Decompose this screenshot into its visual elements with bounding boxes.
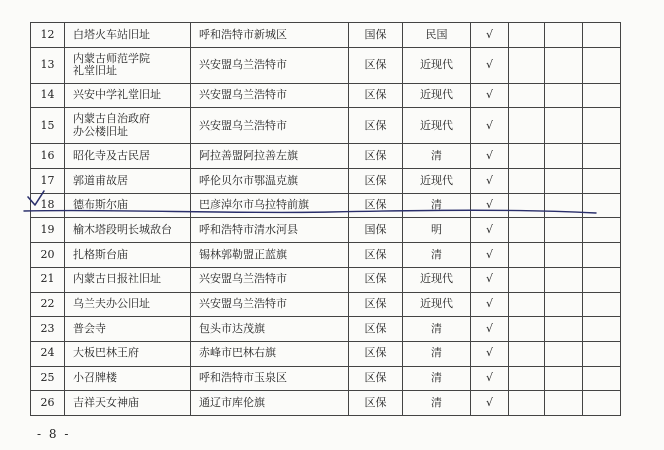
row-number-cell [31,83,65,108]
empty-cell [509,391,545,416]
empty-cell [545,267,583,292]
row-number-cell [31,317,65,342]
empty-cell [509,292,545,317]
site-name-cell [65,267,191,292]
empty-cell [509,243,545,268]
check-cell [471,83,509,108]
empty-cell [583,317,621,342]
empty-cell [509,366,545,391]
protection-level-text: 区保 [364,88,387,102]
location-text: 兴安盟乌兰浩特市 [199,88,287,102]
era-text: 民国 [425,27,448,41]
empty-cell [583,144,621,169]
row-number-text: 19 [40,222,55,236]
table-body [31,23,621,416]
protection-level-cell [349,292,403,317]
empty-cell [545,108,583,144]
location-text: 巴彦淖尔市乌拉特前旗 [199,198,309,212]
empty-cell [545,193,583,218]
era-text: 清 [431,346,442,360]
protection-level-cell [349,218,403,243]
protection-level-text: 区保 [364,346,387,360]
row-number-cell [31,267,65,292]
row-number-cell [31,341,65,366]
era-cell [403,83,471,108]
location-cell [191,169,349,194]
location-text: 呼伦贝尔市鄂温克旗 [199,173,298,187]
site-name-cell [65,243,191,268]
row-number-cell [31,169,65,194]
site-name-text: 大板巴林王府 [73,346,139,360]
row-number-text: 26 [40,395,55,409]
row-number-text: 24 [40,346,55,360]
empty-cell [545,391,583,416]
empty-cell [509,83,545,108]
protection-level-cell [349,108,403,144]
empty-cell [583,243,621,268]
location-cell [191,366,349,391]
table-row [31,193,621,218]
site-name-text: 内蒙古自治政府 办公楼旧址 [73,112,150,138]
empty-cell [583,267,621,292]
protection-level-cell [349,23,403,48]
protection-level-text: 国保 [364,27,387,41]
check-text: √ [485,272,493,286]
heritage-sites-table [30,22,621,416]
empty-cell [545,169,583,194]
table-row [31,243,621,268]
era-text: 清 [431,247,442,261]
location-cell [191,391,349,416]
table-row [31,47,621,83]
site-name-cell [65,391,191,416]
location-cell [191,243,349,268]
protection-level-cell [349,169,403,194]
location-text: 包头市达茂旗 [199,321,265,335]
row-number-text: 17 [40,173,55,187]
protection-level-text: 区保 [364,173,387,187]
protection-level-cell [349,317,403,342]
empty-cell [583,292,621,317]
era-text: 近现代 [420,57,453,71]
check-text: √ [485,346,493,360]
check-text: √ [485,173,493,187]
site-name-cell [65,193,191,218]
row-number-cell [31,292,65,317]
era-cell [403,108,471,144]
location-text: 呼和浩特市新城区 [199,27,287,41]
protection-level-cell [349,391,403,416]
location-cell [191,267,349,292]
empty-cell [509,47,545,83]
era-cell [403,47,471,83]
table-row [31,169,621,194]
protection-level-cell [349,83,403,108]
empty-cell [583,193,621,218]
check-cell [471,391,509,416]
site-name-cell [65,144,191,169]
empty-cell [509,341,545,366]
site-name-text: 白塔火车站旧址 [73,27,150,41]
empty-cell [545,218,583,243]
row-number-cell [31,47,65,83]
protection-level-cell [349,243,403,268]
row-number-text: 14 [40,88,55,102]
empty-cell [583,341,621,366]
protection-level-cell [349,144,403,169]
location-cell [191,341,349,366]
location-cell [191,23,349,48]
check-text: √ [485,88,493,102]
check-text: √ [485,247,493,261]
check-text: √ [485,198,493,212]
era-text: 近现代 [420,297,453,311]
table-row [31,292,621,317]
era-text: 清 [431,148,442,162]
location-text: 兴安盟乌兰浩特市 [199,57,287,71]
row-number-cell [31,218,65,243]
check-cell [471,108,509,144]
location-cell [191,193,349,218]
row-number-text: 21 [40,272,55,286]
empty-cell [583,169,621,194]
era-text: 清 [431,198,442,212]
location-cell [191,292,349,317]
era-text: 明 [431,222,442,236]
era-cell [403,317,471,342]
era-cell [403,292,471,317]
protection-level-text: 区保 [364,57,387,71]
site-name-cell [65,341,191,366]
check-cell [471,193,509,218]
empty-cell [583,366,621,391]
era-text: 清 [431,321,442,335]
site-name-text: 普会寺 [73,321,106,335]
site-name-text: 昭化寺及古民居 [73,148,150,162]
table-row [31,267,621,292]
check-cell [471,341,509,366]
check-cell [471,292,509,317]
location-text: 锡林郭勒盟正蓝旗 [199,247,287,261]
era-cell [403,23,471,48]
site-name-cell [65,83,191,108]
check-cell [471,317,509,342]
check-text: √ [485,57,493,71]
location-text: 兴安盟乌兰浩特市 [199,118,287,132]
empty-cell [583,391,621,416]
row-number-cell [31,144,65,169]
site-name-text: 内蒙古师范学院 礼堂旧址 [73,51,150,78]
empty-cell [583,47,621,83]
row-number-cell [31,193,65,218]
empty-cell [583,218,621,243]
table-row [31,23,621,48]
empty-cell [545,317,583,342]
row-number-cell [31,391,65,416]
protection-level-text: 区保 [364,247,387,261]
location-cell [191,108,349,144]
table-row [31,83,621,108]
empty-cell [545,341,583,366]
site-name-text: 郭道甫故居 [73,173,128,187]
row-number-text: 18 [40,198,55,212]
location-text: 呼和浩特市玉泉区 [199,371,287,385]
location-cell [191,218,349,243]
table-row [31,317,621,342]
location-text: 赤峰市巴林右旗 [199,346,276,360]
protection-level-cell [349,366,403,391]
era-cell [403,169,471,194]
check-cell [471,366,509,391]
location-cell [191,317,349,342]
table-row [31,108,621,144]
empty-cell [583,83,621,108]
site-name-cell [65,366,191,391]
site-name-cell [65,47,191,83]
era-cell [403,391,471,416]
empty-cell [509,193,545,218]
era-text: 近现代 [420,88,453,102]
protection-level-text: 区保 [364,395,387,409]
site-name-text: 扎格斯台庙 [73,247,128,261]
era-text: 近现代 [420,272,453,286]
protection-level-cell [349,267,403,292]
check-cell [471,23,509,48]
era-cell [403,341,471,366]
site-name-cell [65,317,191,342]
protection-level-text: 区保 [364,272,387,286]
protection-level-text: 区保 [364,297,387,311]
site-name-cell [65,108,191,144]
row-number-text: 15 [40,118,55,132]
site-name-text: 乌兰夫办公旧址 [73,297,150,311]
row-number-cell [31,243,65,268]
empty-cell [545,23,583,48]
check-cell [471,47,509,83]
era-cell [403,218,471,243]
check-text: √ [485,371,493,385]
protection-level-text: 区保 [364,321,387,335]
location-text: 兴安盟乌兰浩特市 [199,297,287,311]
row-number-text: 23 [40,321,55,335]
check-cell [471,243,509,268]
empty-cell [545,47,583,83]
check-text: √ [485,297,493,311]
table-row [31,366,621,391]
protection-level-text: 国保 [364,222,387,236]
protection-level-text: 区保 [364,198,387,212]
check-cell [471,144,509,169]
site-name-cell [65,169,191,194]
site-name-cell [65,218,191,243]
check-cell [471,169,509,194]
check-text: √ [485,118,493,132]
row-number-text: 22 [40,297,55,311]
table-row [31,341,621,366]
location-cell [191,47,349,83]
row-number-text: 13 [40,57,55,71]
empty-cell [509,218,545,243]
era-text: 清 [431,395,442,409]
check-cell [471,218,509,243]
row-number-cell [31,23,65,48]
empty-cell [509,169,545,194]
check-text: √ [485,148,493,162]
location-cell [191,144,349,169]
check-text: √ [485,27,493,41]
site-name-cell [65,23,191,48]
table-row [31,144,621,169]
check-text: √ [485,222,493,236]
location-text: 兴安盟乌兰浩特市 [199,272,287,286]
location-cell [191,83,349,108]
protection-level-cell [349,341,403,366]
site-name-text: 吉祥天女神庙 [73,395,139,409]
check-text: √ [485,395,493,409]
empty-cell [545,144,583,169]
empty-cell [509,267,545,292]
empty-cell [509,23,545,48]
protection-level-cell [349,193,403,218]
table-row [31,391,621,416]
era-text: 清 [431,371,442,385]
era-cell [403,193,471,218]
empty-cell [545,83,583,108]
site-name-text: 德布斯尔庙 [73,198,128,212]
empty-cell [545,292,583,317]
protection-level-text: 区保 [364,118,387,132]
empty-cell [509,108,545,144]
empty-cell [583,108,621,144]
site-name-text: 榆木塔段明长城敌台 [73,222,172,236]
row-number-cell [31,366,65,391]
era-cell [403,267,471,292]
table-row [31,218,621,243]
empty-cell [509,144,545,169]
era-text: 近现代 [420,173,453,187]
empty-cell [509,317,545,342]
era-cell [403,366,471,391]
row-number-text: 12 [40,27,55,41]
protection-level-text: 区保 [364,371,387,385]
site-name-text: 小召牌楼 [73,371,117,385]
protection-level-cell [349,47,403,83]
check-text: √ [485,321,493,335]
era-cell [403,144,471,169]
site-name-text: 兴安中学礼堂旧址 [73,88,161,102]
empty-cell [545,243,583,268]
empty-cell [583,23,621,48]
site-name-cell [65,292,191,317]
location-text: 通辽市库伦旗 [199,395,265,409]
location-text: 呼和浩特市清水河县 [199,222,298,236]
site-name-text: 内蒙古日报社旧址 [73,272,161,286]
row-number-text: 16 [40,148,55,162]
row-number-text: 20 [40,247,55,261]
location-text: 阿拉善盟阿拉善左旗 [199,148,298,162]
page-number: - 8 - [37,427,71,441]
empty-cell [545,366,583,391]
era-text: 近现代 [420,118,453,132]
row-number-cell [31,108,65,144]
protection-level-text: 区保 [364,148,387,162]
era-cell [403,243,471,268]
check-cell [471,267,509,292]
row-number-text: 25 [40,371,55,385]
